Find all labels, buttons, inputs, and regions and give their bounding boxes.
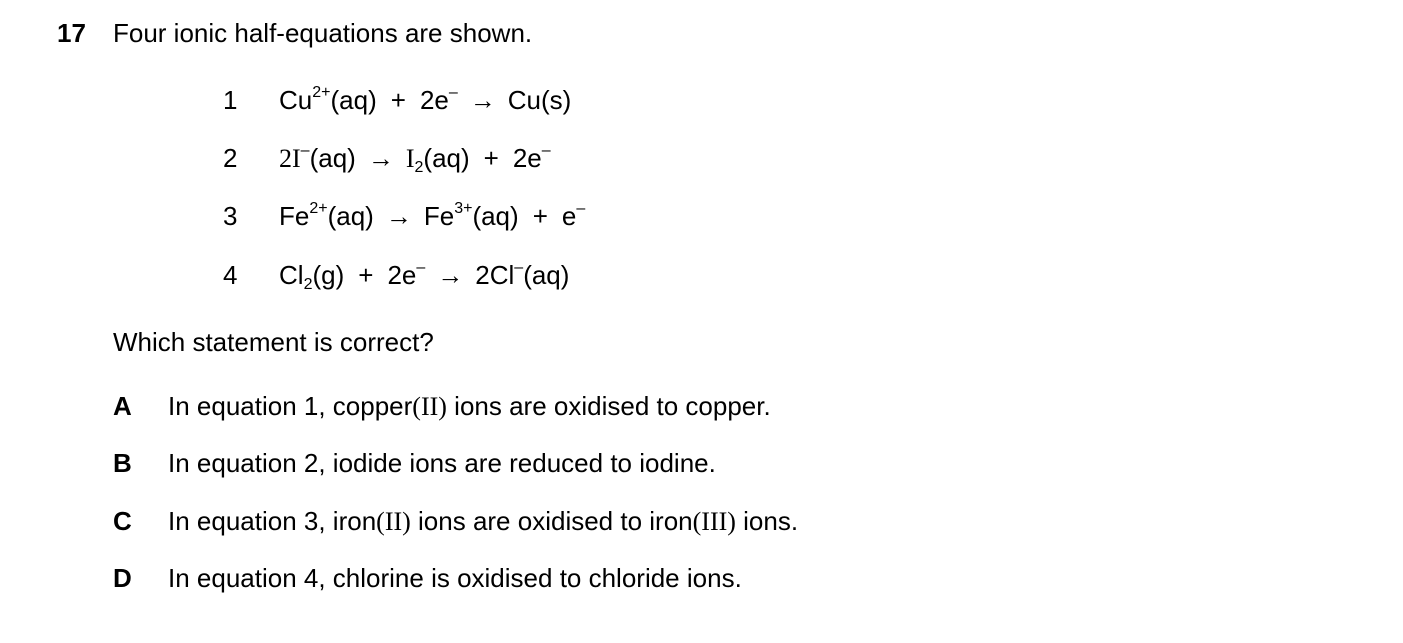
equation-expression	[279, 80, 571, 120]
equation-number: 4	[223, 260, 238, 290]
option-text: In equation 1, copper(II) ions are oxidised to copper.	[168, 391, 771, 421]
reaction-arrow: →	[367, 143, 394, 173]
state-symbol: (aq)	[309, 143, 356, 173]
reaction-arrow: →	[437, 260, 464, 290]
species: 2Cl	[475, 260, 515, 290]
equation-expression	[279, 196, 585, 236]
state-symbol: (aq)	[423, 143, 470, 173]
charge: –	[300, 142, 310, 159]
species: 2e	[419, 85, 449, 115]
species: e	[561, 201, 577, 231]
state-symbol: (g)	[312, 260, 345, 290]
species: Cu	[279, 85, 313, 115]
equation-expression	[279, 138, 551, 179]
state-symbol: (aq)	[327, 201, 374, 231]
state-symbol: (aq)	[472, 201, 519, 231]
equation-number: 3	[223, 201, 238, 231]
subscript: 2	[303, 276, 313, 293]
plus-sign: +	[483, 143, 499, 173]
species: I	[405, 144, 415, 173]
species: Cl	[279, 260, 304, 290]
option-letter: B	[113, 448, 132, 478]
charge: 2+	[312, 84, 331, 101]
equation-number: 1	[223, 85, 238, 115]
plus-sign: +	[390, 85, 406, 115]
species: Fe	[279, 201, 310, 231]
plus-sign: +	[532, 201, 548, 231]
charge: –	[576, 200, 586, 217]
species: 2I	[279, 144, 301, 173]
state-symbol: (aq)	[330, 85, 377, 115]
plus-sign: +	[358, 260, 374, 290]
charge: –	[541, 142, 551, 159]
charge: 3+	[454, 200, 473, 217]
option-letter: A	[113, 391, 132, 421]
equation-expression	[279, 255, 569, 295]
reaction-arrow: →	[385, 201, 412, 231]
question-prompt: Which statement is correct?	[113, 327, 434, 357]
species: 2e	[512, 143, 542, 173]
option-text: In equation 2, iodide ions are reduced to iodine.	[168, 448, 716, 478]
option-letter: D	[113, 563, 132, 593]
species: Fe	[423, 201, 455, 231]
charge: –	[514, 259, 524, 276]
species: Cu(s)	[507, 85, 572, 115]
state-symbol: (aq)	[523, 260, 570, 290]
question-stem: Four ionic half-equations are shown.	[113, 18, 533, 48]
reaction-arrow: →	[469, 85, 496, 115]
equation-number: 2	[223, 143, 238, 173]
subscript: 2	[414, 159, 424, 176]
charge: 2+	[309, 200, 328, 217]
option-text: In equation 4, chlorine is oxidised to chloride ions.	[168, 563, 742, 593]
question-number: 17	[57, 18, 86, 48]
option-text: In equation 3, iron(II) ions are oxidised to iron(III) ions.	[168, 506, 799, 536]
charge: –	[448, 84, 458, 101]
species: 2e	[387, 260, 417, 290]
option-letter: C	[113, 506, 132, 536]
charge: –	[416, 259, 426, 276]
